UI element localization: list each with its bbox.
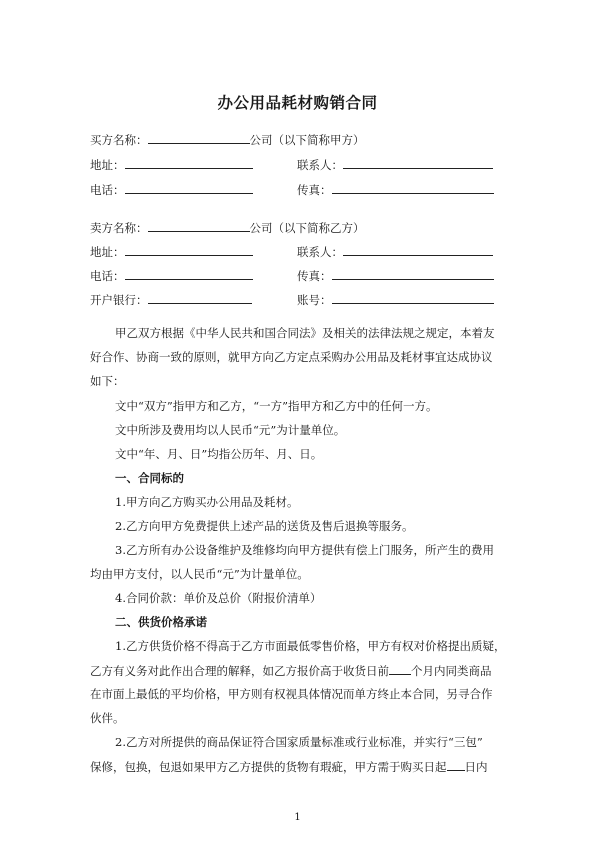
- section-2-item-1-line-1: 1.乙方供货价格不得高于乙方市面最低零售价格，甲方有权对价格提出质疑，: [115, 639, 506, 653]
- section-1-item-4: 4.合同价款：单价及总价（附报价清单）: [115, 591, 322, 605]
- seller-address-blank[interactable]: [125, 243, 253, 256]
- section-1-item-3-line-1: 3.乙方所有办公设备维护及维修均向甲方提供有偿上门服务，所产生的费用: [115, 543, 494, 557]
- buyer-contact-row: [297, 156, 493, 173]
- section-1-item-1: 1.甲方向乙方购买办公用品及耗材。: [115, 495, 299, 509]
- seller-name-label: 卖方名称：: [90, 221, 148, 235]
- buyer-fax-blank[interactable]: [332, 181, 494, 194]
- buyer-address-blank[interactable]: [125, 156, 253, 169]
- page-number: 1: [294, 812, 301, 823]
- buyer-fax-row: [297, 181, 494, 198]
- seller-name-blank[interactable]: [148, 219, 250, 232]
- section-1-item-3-line-2: 均由甲方支付，以人民币“元”为计量单位。: [90, 567, 309, 581]
- section-2-item-2-line-2: [90, 758, 488, 775]
- intro-para-3: 文中所涉及费用均以人民币“元”为计量单位。: [115, 423, 346, 437]
- buyer-name-row: [90, 131, 365, 148]
- buyer-contact-blank[interactable]: [343, 156, 493, 169]
- seller-phone-row: [90, 267, 253, 284]
- buyer-contact-label: 联系人：: [297, 158, 343, 172]
- buyer-address-label: 地址：: [90, 158, 125, 172]
- section-2-item-2-line-2-b: 日内: [464, 760, 488, 774]
- buyer-phone-label: 电话：: [90, 183, 125, 197]
- seller-address-label: 地址：: [90, 245, 125, 259]
- buyer-phone-row: [90, 181, 253, 198]
- section-2-item-1-line-3: 在市面上最低的平均价格，甲方则有权视具体情况而单方终止本合同，另寻合作: [90, 687, 493, 701]
- intro-line-1: 甲乙双方根据《中华人民共和国合同法》及相关的法律法规之规定，本着友: [115, 326, 495, 340]
- buyer-name-suffix: 公司（以下简称甲方）: [249, 133, 365, 147]
- buyer-phone-blank[interactable]: [125, 181, 253, 194]
- buyer-address-row: [90, 156, 253, 173]
- seller-contact-label: 联系人：: [297, 245, 343, 259]
- seller-fax-blank[interactable]: [332, 267, 494, 280]
- days-blank[interactable]: [447, 758, 465, 771]
- section-2-item-1-line-2-a: 乙方有义务对此作出合理的解释，如乙方报价高于收货日前: [90, 664, 389, 678]
- intro-line-3: 如下：: [90, 374, 125, 388]
- seller-account-blank[interactable]: [332, 291, 494, 304]
- intro-para-2: 文中“双方”指甲方和乙方，“一方”指甲方和乙方中的任何一方。: [115, 399, 438, 413]
- intro-para-4: 文中“年、月、日”均指公历年、月、日。: [115, 447, 323, 461]
- section-2-item-1-line-2: [90, 662, 492, 679]
- seller-account-row: [297, 291, 494, 308]
- seller-phone-blank[interactable]: [125, 267, 253, 280]
- seller-contact-blank[interactable]: [343, 243, 493, 256]
- section-2-item-2-line-1: 2.乙方对所提供的商品保证符合国家质量标准或行业标准，并实行“三包”: [115, 735, 483, 749]
- seller-bank-row: [90, 291, 252, 308]
- seller-name-row: [90, 219, 365, 236]
- section-1-heading: 一、合同标的: [115, 471, 184, 485]
- buyer-name-blank[interactable]: [148, 131, 250, 144]
- seller-bank-blank[interactable]: [148, 291, 252, 304]
- document-title: 办公用品耗材购销合同: [217, 94, 378, 112]
- seller-phone-label: 电话：: [90, 269, 125, 283]
- intro-line-2: 好合作、协商一致的原则，就甲方向乙方定点采购办公用品及耗材事宜达成协议: [90, 350, 493, 364]
- seller-bank-label: 开户银行：: [90, 293, 148, 307]
- section-1-item-2: 2.乙方向甲方免费提供上述产品的送货及售后退换等服务。: [115, 519, 414, 533]
- section-2-item-2-line-2-a: 保修，包换，包退如果甲方乙方提供的货物有瑕疵，甲方需于购买日起: [90, 760, 447, 774]
- buyer-fax-label: 传真：: [297, 183, 332, 197]
- section-2-heading: 二、供货价格承诺: [115, 615, 207, 629]
- seller-contact-row: [297, 243, 493, 260]
- seller-account-label: 账号：: [297, 293, 332, 307]
- section-2-item-1-line-2-b: 个月内同类商品: [411, 664, 492, 678]
- seller-fax-row: [297, 267, 494, 284]
- section-2-item-1-line-4: 伙伴。: [90, 711, 125, 725]
- seller-fax-label: 传真：: [297, 269, 332, 283]
- seller-name-suffix: 公司（以下简称乙方）: [249, 221, 365, 235]
- seller-address-row: [90, 243, 253, 260]
- months-blank[interactable]: [389, 662, 411, 675]
- buyer-name-label: 买方名称：: [90, 133, 148, 147]
